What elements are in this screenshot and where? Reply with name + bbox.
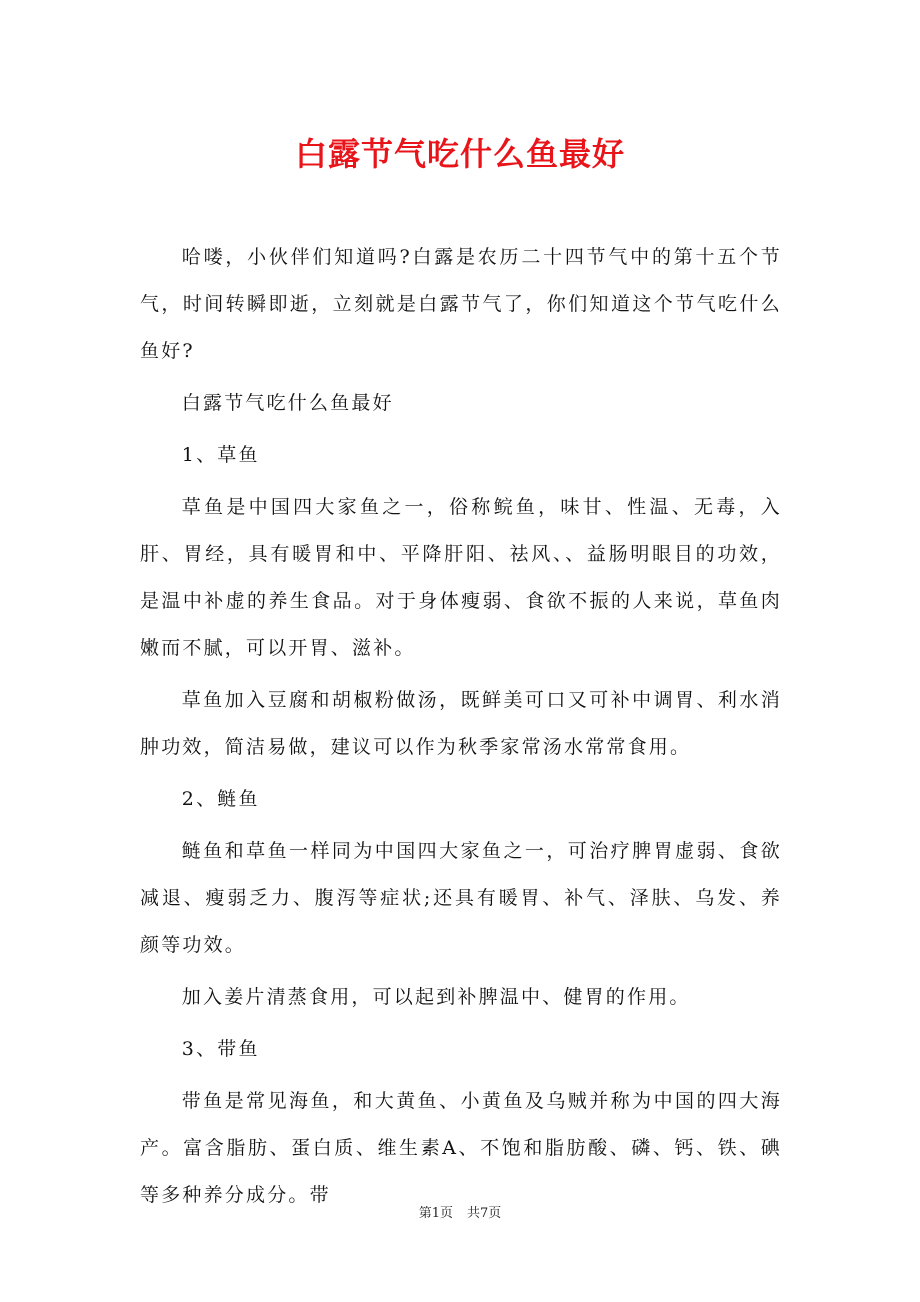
paragraph-silver-carp: 鲢鱼和草鱼一样同为中国四大家鱼之一，可治疗脾胃虚弱、食欲减退、瘦弱乏力、腹泻等症状;还具有暖胃、补气、泽肤、乌发、养颜等功效。 bbox=[140, 840, 782, 956]
item-heading-grass-carp: 1、草鱼 bbox=[181, 444, 260, 466]
section-heading: 白露节气吃什么鱼最好 bbox=[181, 392, 394, 414]
item-heading-hairtail: 3、带鱼 bbox=[181, 1038, 260, 1060]
document-body bbox=[140, 234, 782, 1224]
paragraph-grass-carp-soup: 草鱼加入豆腐和胡椒粉做汤，既鲜美可口又可补中调胃、利水消肿功效，简洁易做，建议可以作为秋季家常汤水常常食用。 bbox=[140, 689, 782, 758]
page-total: 共7页 bbox=[467, 1206, 502, 1221]
page-footer bbox=[0, 1204, 920, 1224]
page-number: 第1页 bbox=[418, 1206, 453, 1221]
paragraph-silver-carp-steam: 加入姜片清蒸食用，可以起到补脾温中、健胃的作用。 bbox=[181, 986, 691, 1008]
item-heading-silver-carp: 2、鲢鱼 bbox=[181, 788, 260, 810]
paragraph-hairtail: 带鱼是常见海鱼，和大黄鱼、小黄鱼及乌贼并称为中国的四大海产。富含脂肪、蛋白质、维生素A、不饱和脂肪酸、磷、钙、铁、碘等多种养分成分。带 bbox=[140, 1090, 782, 1206]
document-title: 白露节气吃什么鱼最好 bbox=[294, 135, 625, 174]
paragraph-grass-carp: 草鱼是中国四大家鱼之一，俗称鲩鱼，味甘、性温、无毒，入肝、胃经，具有暖胃和中、平降肝阳、祛风、、益肠明眼目的功效，是温中补虚的养生食品。对于身体瘦弱、食欲不振的人来说，草鱼肉嫩而不腻，可以开胃、滋补。 bbox=[140, 496, 782, 659]
paragraph-intro: 哈喽，小伙伴们知道吗?白露是农历二十四节气中的第十五个节气，时间转瞬即逝，立刻就是白露节气了，你们知道这个节气吃什么鱼好? bbox=[140, 246, 782, 362]
